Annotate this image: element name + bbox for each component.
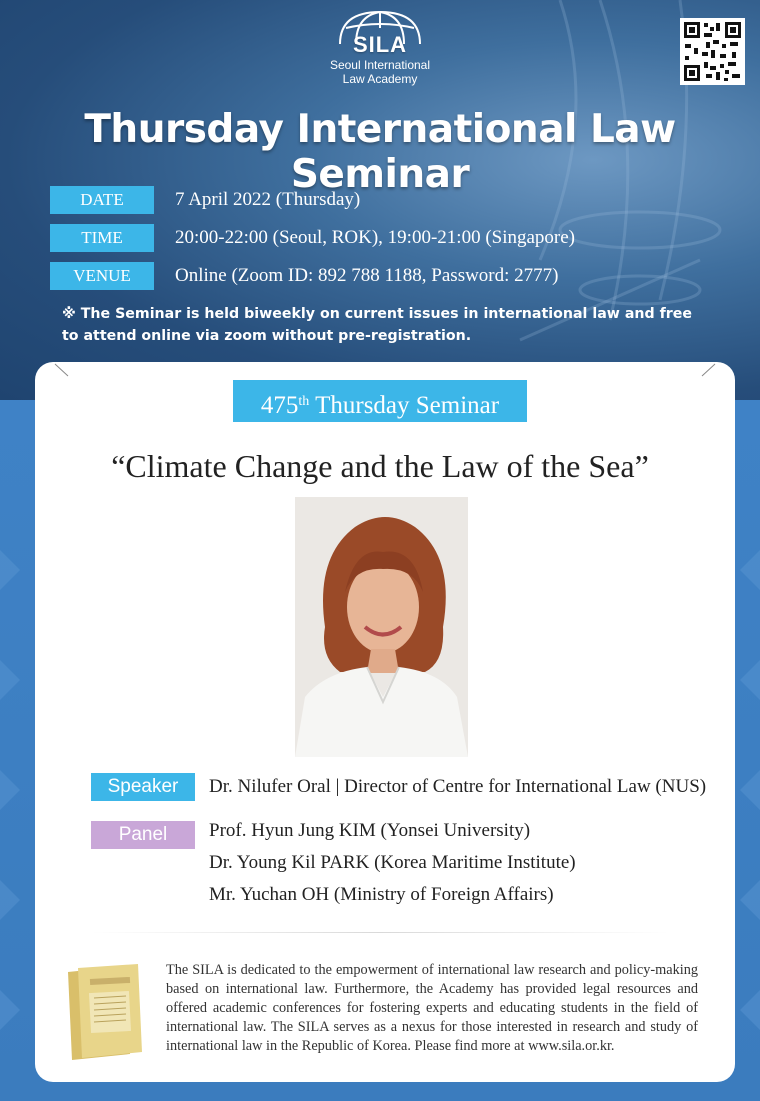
seminar-label: Thursday Seminar	[315, 392, 500, 419]
date-value: 7 April 2022 (Thursday)	[175, 189, 361, 210]
seminar-note: ※ The Seminar is held biweekly on current issues in international law and free to attend online via zoom without pre-registration.	[62, 306, 693, 344]
speaker-photo	[295, 497, 468, 757]
panel-member: Dr. Young Kil PARK (Korea Maritime Institute)	[209, 852, 576, 873]
journal-books-image	[66, 962, 146, 1062]
panel-member: Prof. Hyun Jung KIM (Yonsei University)	[209, 820, 531, 841]
book-icon	[66, 962, 146, 1062]
logo-wordmark: SILA	[352, 32, 408, 57]
venue-value: Online (Zoom ID: 892 788 1188, Password: 2777)	[175, 265, 559, 286]
sila-logo	[305, 8, 455, 90]
seminar-ordinal: th	[298, 394, 310, 409]
page-title: Thursday International Law Seminar	[84, 107, 676, 197]
panel-badge: Panel	[91, 821, 195, 849]
qr-code-icon	[680, 18, 745, 85]
seminar-topic: “Climate Change and the Law of the Sea”	[111, 448, 649, 484]
speaker-badge: Speaker	[91, 773, 195, 801]
divider	[90, 932, 670, 933]
logo-subtitle-line2: Law Academy	[342, 72, 418, 86]
logo-subtitle	[305, 58, 455, 86]
date-label: DATE	[50, 186, 154, 214]
time-value: 20:00-22:00 (Seoul, ROK), 19:00-21:00 (Singapore)	[175, 227, 576, 248]
venue-label: VENUE	[50, 262, 154, 290]
seminar-number-badge	[233, 380, 527, 422]
time-label: TIME	[50, 224, 154, 252]
panel-member: Mr. Yuchan OH (Ministry of Foreign Affairs)	[209, 884, 554, 905]
speaker-name: Dr. Nilufer Oral | Director of Centre for International Law (NUS)	[209, 776, 707, 797]
speaker-portrait	[295, 497, 468, 757]
about-sila-text: The SILA is dedicated to the empowerment of international law research and policy-making based on international law. Furthermore, the Academy has provided legal resources and offered academic conferences for fostering experts and educating students in the field of international law. The SILA serves as a nexus for those interested in research and study of international law in the Republic of Korea. Please find more at www.sila.or.kr.	[166, 962, 698, 1054]
logo-subtitle-line1: Seoul International	[329, 58, 431, 72]
qr-code[interactable]	[680, 18, 745, 85]
seminar-number: 475	[260, 392, 299, 419]
